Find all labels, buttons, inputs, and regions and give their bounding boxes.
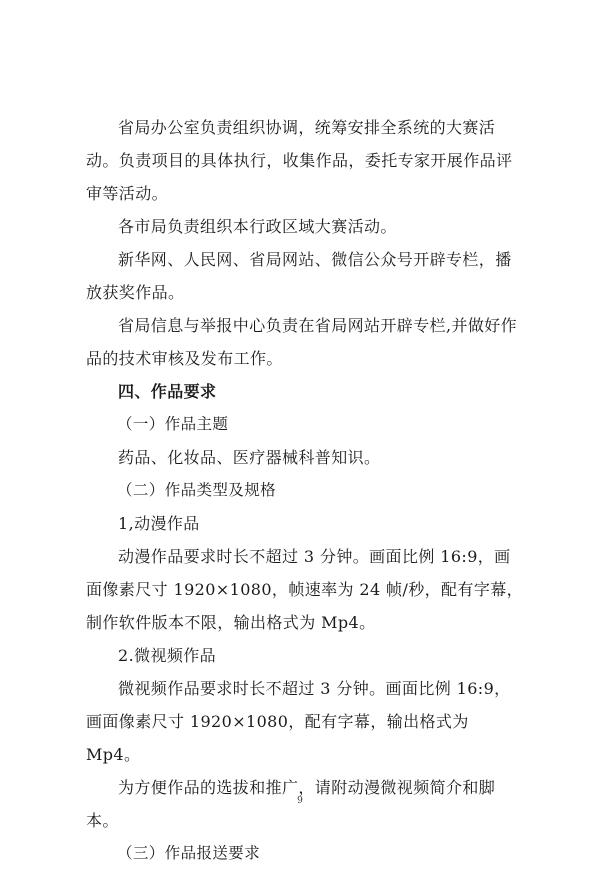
body-text [86,111,526,870]
page-number: 9 [297,796,303,806]
subsection-heading: （一）作品主题 [117,415,229,433]
subsection-heading: （二）作品类型及规格 [117,481,277,499]
paragraph: 微视频作品要求时长不超过 3 分钟。画面比例 16:9，画面像素尺寸 1920×1080，配有字幕，输出格式为 Mp4。 [86,679,511,764]
paragraph: 药品、化妆品、医疗器械科普知识。 [118,448,381,467]
paragraph: 2.微视频作品 [118,646,217,665]
paragraph: 动漫作品要求时长不超过 3 分钟。画面比例 16:9，画面像素尺寸 1920×1080，帧速率为 24 帧/秒，配有字幕，制作软件版本不限，输出格式为 Mp4。 [86,547,524,632]
paragraph: 为方便作品的选拔和推广，请附动漫微视频简介和脚本。 [86,778,496,830]
paragraph: 省局办公室负责组织协调，统筹安排全系统的大赛活动。负责项目的具体执行，收集作品，委托专家开展作品评审等活动。 [86,118,513,203]
subsection-heading: （三）作品报送要求 [117,844,261,862]
paragraph: 1,动漫作品 [118,514,200,533]
paragraph: 省局信息与举报中心负责在省局网站开辟专栏,并做好作品的技术审核及发布工作。 [86,316,518,368]
paragraph: 各市局负责组织本行政区域大赛活动。 [118,217,397,236]
paragraph: 新华网、人民网、省局网站、微信公众号开辟专栏，播放获奖作品。 [86,250,512,302]
section-heading: 四、作品要求 [118,382,217,401]
